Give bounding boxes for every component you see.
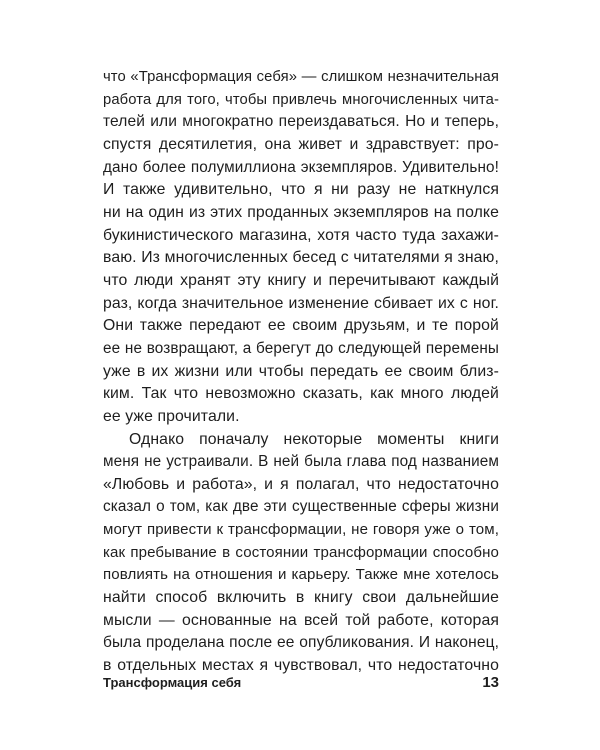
text-line: сказал о том, как две эти существенные сферы жизни bbox=[103, 498, 499, 516]
text-line: как пребывание в состоянии трансформации способно bbox=[103, 543, 499, 561]
text-line: была проделана после ее опубликования. И наконец, bbox=[103, 634, 499, 652]
text-line: телей или многократно переиздаваться. Но и теперь, bbox=[103, 113, 499, 131]
text-line: меня не устраивали. В ней была глава под названием bbox=[103, 453, 499, 471]
page-number: 13 bbox=[482, 673, 499, 691]
text-line: раз, когда значительное изменение сбивает их с ног. bbox=[103, 294, 499, 312]
paragraph-2 bbox=[103, 429, 499, 678]
running-title: Трансформация себя bbox=[103, 674, 242, 690]
text-line: работа для того, чтобы привлечь многочисленных чита- bbox=[103, 91, 499, 108]
paragraph-1 bbox=[103, 66, 499, 429]
text-line: в отдельных местах я чувствовал, что недостаточно bbox=[103, 657, 499, 675]
text-line: найти способ включить в книгу свои дальнейшие bbox=[103, 589, 499, 607]
text-line: дано более полумиллиона экземпляров. Удивительно! bbox=[103, 158, 499, 176]
text-line: уже в их жизни или чтобы передать ее своим близ- bbox=[103, 362, 499, 380]
text-line: повлиять на отношения и карьеру. Также мне хотелось bbox=[103, 566, 499, 584]
text-line: спустя десятилетия, она живет и здравствует: про- bbox=[103, 135, 499, 153]
text-line-first: Однако поначалу некоторые моменты книги bbox=[129, 430, 499, 448]
text-line: что «Трансформация себя» — слишком незначительная bbox=[103, 69, 499, 85]
text-line: мысли — основанные на всей той работе, которая bbox=[103, 611, 499, 629]
text-line: ким. Так что невозможно сказать, как много людей bbox=[103, 385, 499, 403]
text-line: И также удивительно, что я ни разу не наткнулся bbox=[103, 181, 499, 199]
text-line: что люди хранят эту книгу и перечитывают каждый bbox=[103, 271, 499, 289]
text-line: Они также передают ее своим друзьям, и те порой bbox=[103, 317, 499, 335]
text-line-last: ее уже прочитали. bbox=[103, 407, 240, 425]
text-line: букинистического магазина, хотя часто туда захажи- bbox=[103, 226, 499, 244]
page-footer bbox=[103, 672, 499, 692]
text-line: «Любовь и работа», и я полагал, что недостаточно bbox=[103, 475, 499, 493]
text-line: ее не возвращают, а берегут до следующей перемены bbox=[103, 339, 499, 357]
text-line: могут привести к трансформации, не говоря уже о том, bbox=[103, 521, 499, 539]
page-body bbox=[103, 66, 499, 678]
text-line: ни на один из этих проданных экземпляров на полке bbox=[103, 203, 499, 221]
text-line: ваю. Из многочисленных бесед с читателями я знаю, bbox=[103, 249, 499, 267]
